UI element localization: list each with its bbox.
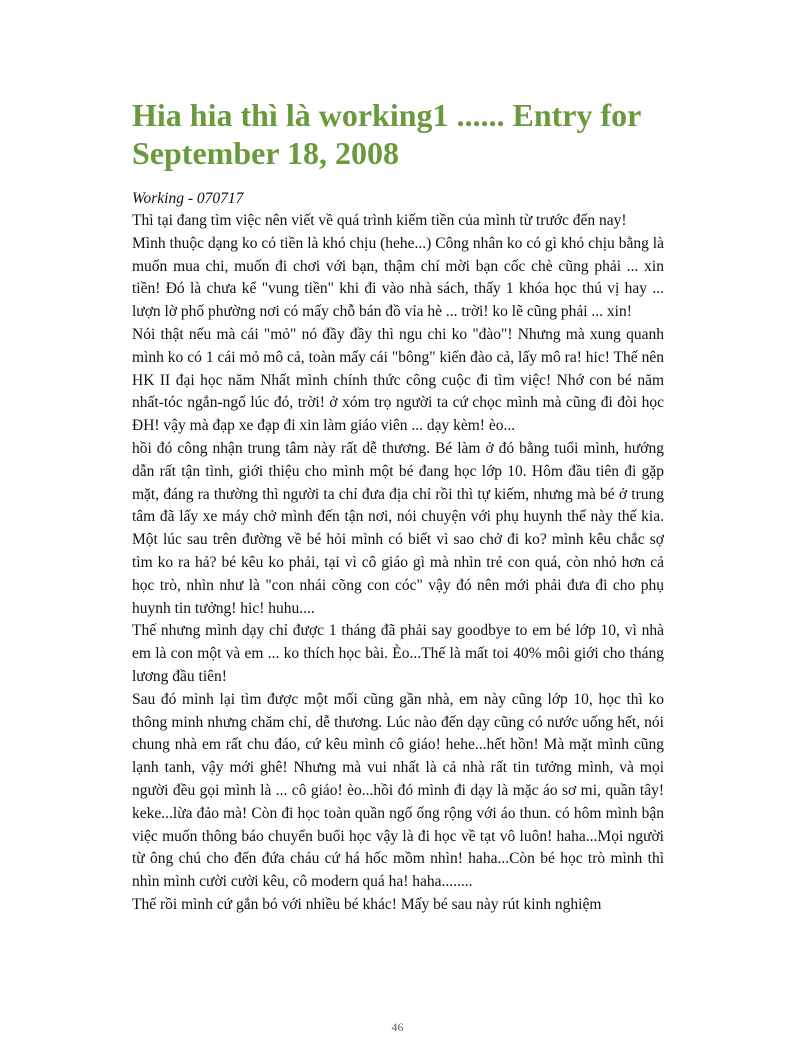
entry-title: Hia hia thì là working1 ...... Entry for September 18, 2008 [132, 97, 641, 171]
paragraph-1: Thì tại đang tìm việc nên viết về quá trình kiếm tiền của mình từ trước đến nay! [132, 212, 627, 229]
paragraph-6: Sau đó mình lại tìm được một mối cũng gần nhà, em này cũng lớp 10, học thì ko thông minh nhưng chăm chỉ, dễ thương. Lúc nào đến dạy cũng có nước uống hết, nói chung nhà em rất chu đáo, cứ kêu mình cô giáo! hehe...hết hồn! Mà mặt mình cũng lạnh tanh, vậy mới ghê! Nhưng mà vui nhất là cả nhà rất tin tưởng mình, và mọi người đều gọi mình là ... cô giáo! èo...hồi đó mình đi dạy là mặc áo sơ mi, quần tây! keke...lừa đảo mà! Còn đi học toàn quần ngố ống rộng với áo thun. có hôm mình bận việc muốn thông báo chuyển buổi học vậy là đi học về tạt vô luôn! haha...Mọi người từ ông chú cho đến đứa cháu cứ há hốc mồm nhìn! haha...Còn bé học trò mình thì nhìn mình cười cười kêu, cô modern quá ha! haha........ [132, 690, 664, 891]
paragraph-5: Thế nhưng mình dạy chỉ được 1 tháng đã phải say goodbye to em bé lớp 10, vì nhà em là con một và em ... ko thích học bài. Èo...Thế là mất toi 40% môi giới cho tháng lương đầu tiên! [132, 622, 664, 685]
entry-meta: Working - 070717 [132, 190, 244, 207]
page-number: 46 [391, 1020, 404, 1034]
paragraph-7: Thế rồi mình cứ gắn bó với nhiều bé khác! Mấy bé sau này rút kinh nghiệm [132, 895, 602, 913]
paragraph-2: Mình thuộc dạng ko có tiền là khó chịu (hehe...) Công nhân ko có gì khó chịu bằng là muốn mua chi, muốn đi chơi với bạn, thậm chí mời bạn cốc chè cũng phải ... xin tiền! Đó là chưa kể "vung tiền" khi đi vào nhà sách, thấy 1 khóa học thú vị hay ... lượn lờ phố phường nơi có mấy chỗ bán đồ vỉa hè ... trời! ko lẽ cũng phải ... xin! [132, 234, 664, 321]
page-content [132, 96, 664, 917]
paragraph-4: hồi đó công nhận trung tâm này rất dễ thương. Bé làm ở đó bằng tuổi mình, hướng dẫn rất tận tình, giới thiệu cho mình một bé đang học lớp 10. Hôm đầu tiên đi gặp mặt, đáng ra thường thì người ta chỉ đưa địa chỉ rồi thì tự kiếm, nhưng mà bé ở trung tâm đã lấy xe máy chở mình đến tận nơi, nói chuyện với phụ huynh thế này thế kia. Một lúc sau trên đường về bé hỏi mình có biết vì sao chở đi ko? mình kêu chắc sợ tìm ko ra hả? bé kêu ko phải, tại vì cô giáo gì mà nhìn trẻ con quá, còn nhỏ hơn cả học trò, nhìn như là "con nhái cõng con cóc" vậy đó nên mới phải đưa đi cho phụ huynh tin tưởng! hic! huhu.... [132, 439, 664, 617]
paragraph-3: Nói thật nếu mà cái "mỏ" nó đầy đầy thì ngu chi ko "đào"! Nhưng mà xung quanh mình ko có 1 cái mỏ mô cả, toàn mấy cái "bông" kiến đào cả, lấy mô ra! hic! Thế nên HK II đại học năm Nhất mình chính thức công cuộc đi tìm việc! Nhớ con bé năm nhất-tóc ngắn-ngố lúc đó, trời! ở xóm trọ người ta cứ chọc mình mà cũng đi đòi học ĐH! vậy mà đạp xe đạp đi xin làm giáo viên ... dạy kèm! èo... [132, 325, 664, 435]
